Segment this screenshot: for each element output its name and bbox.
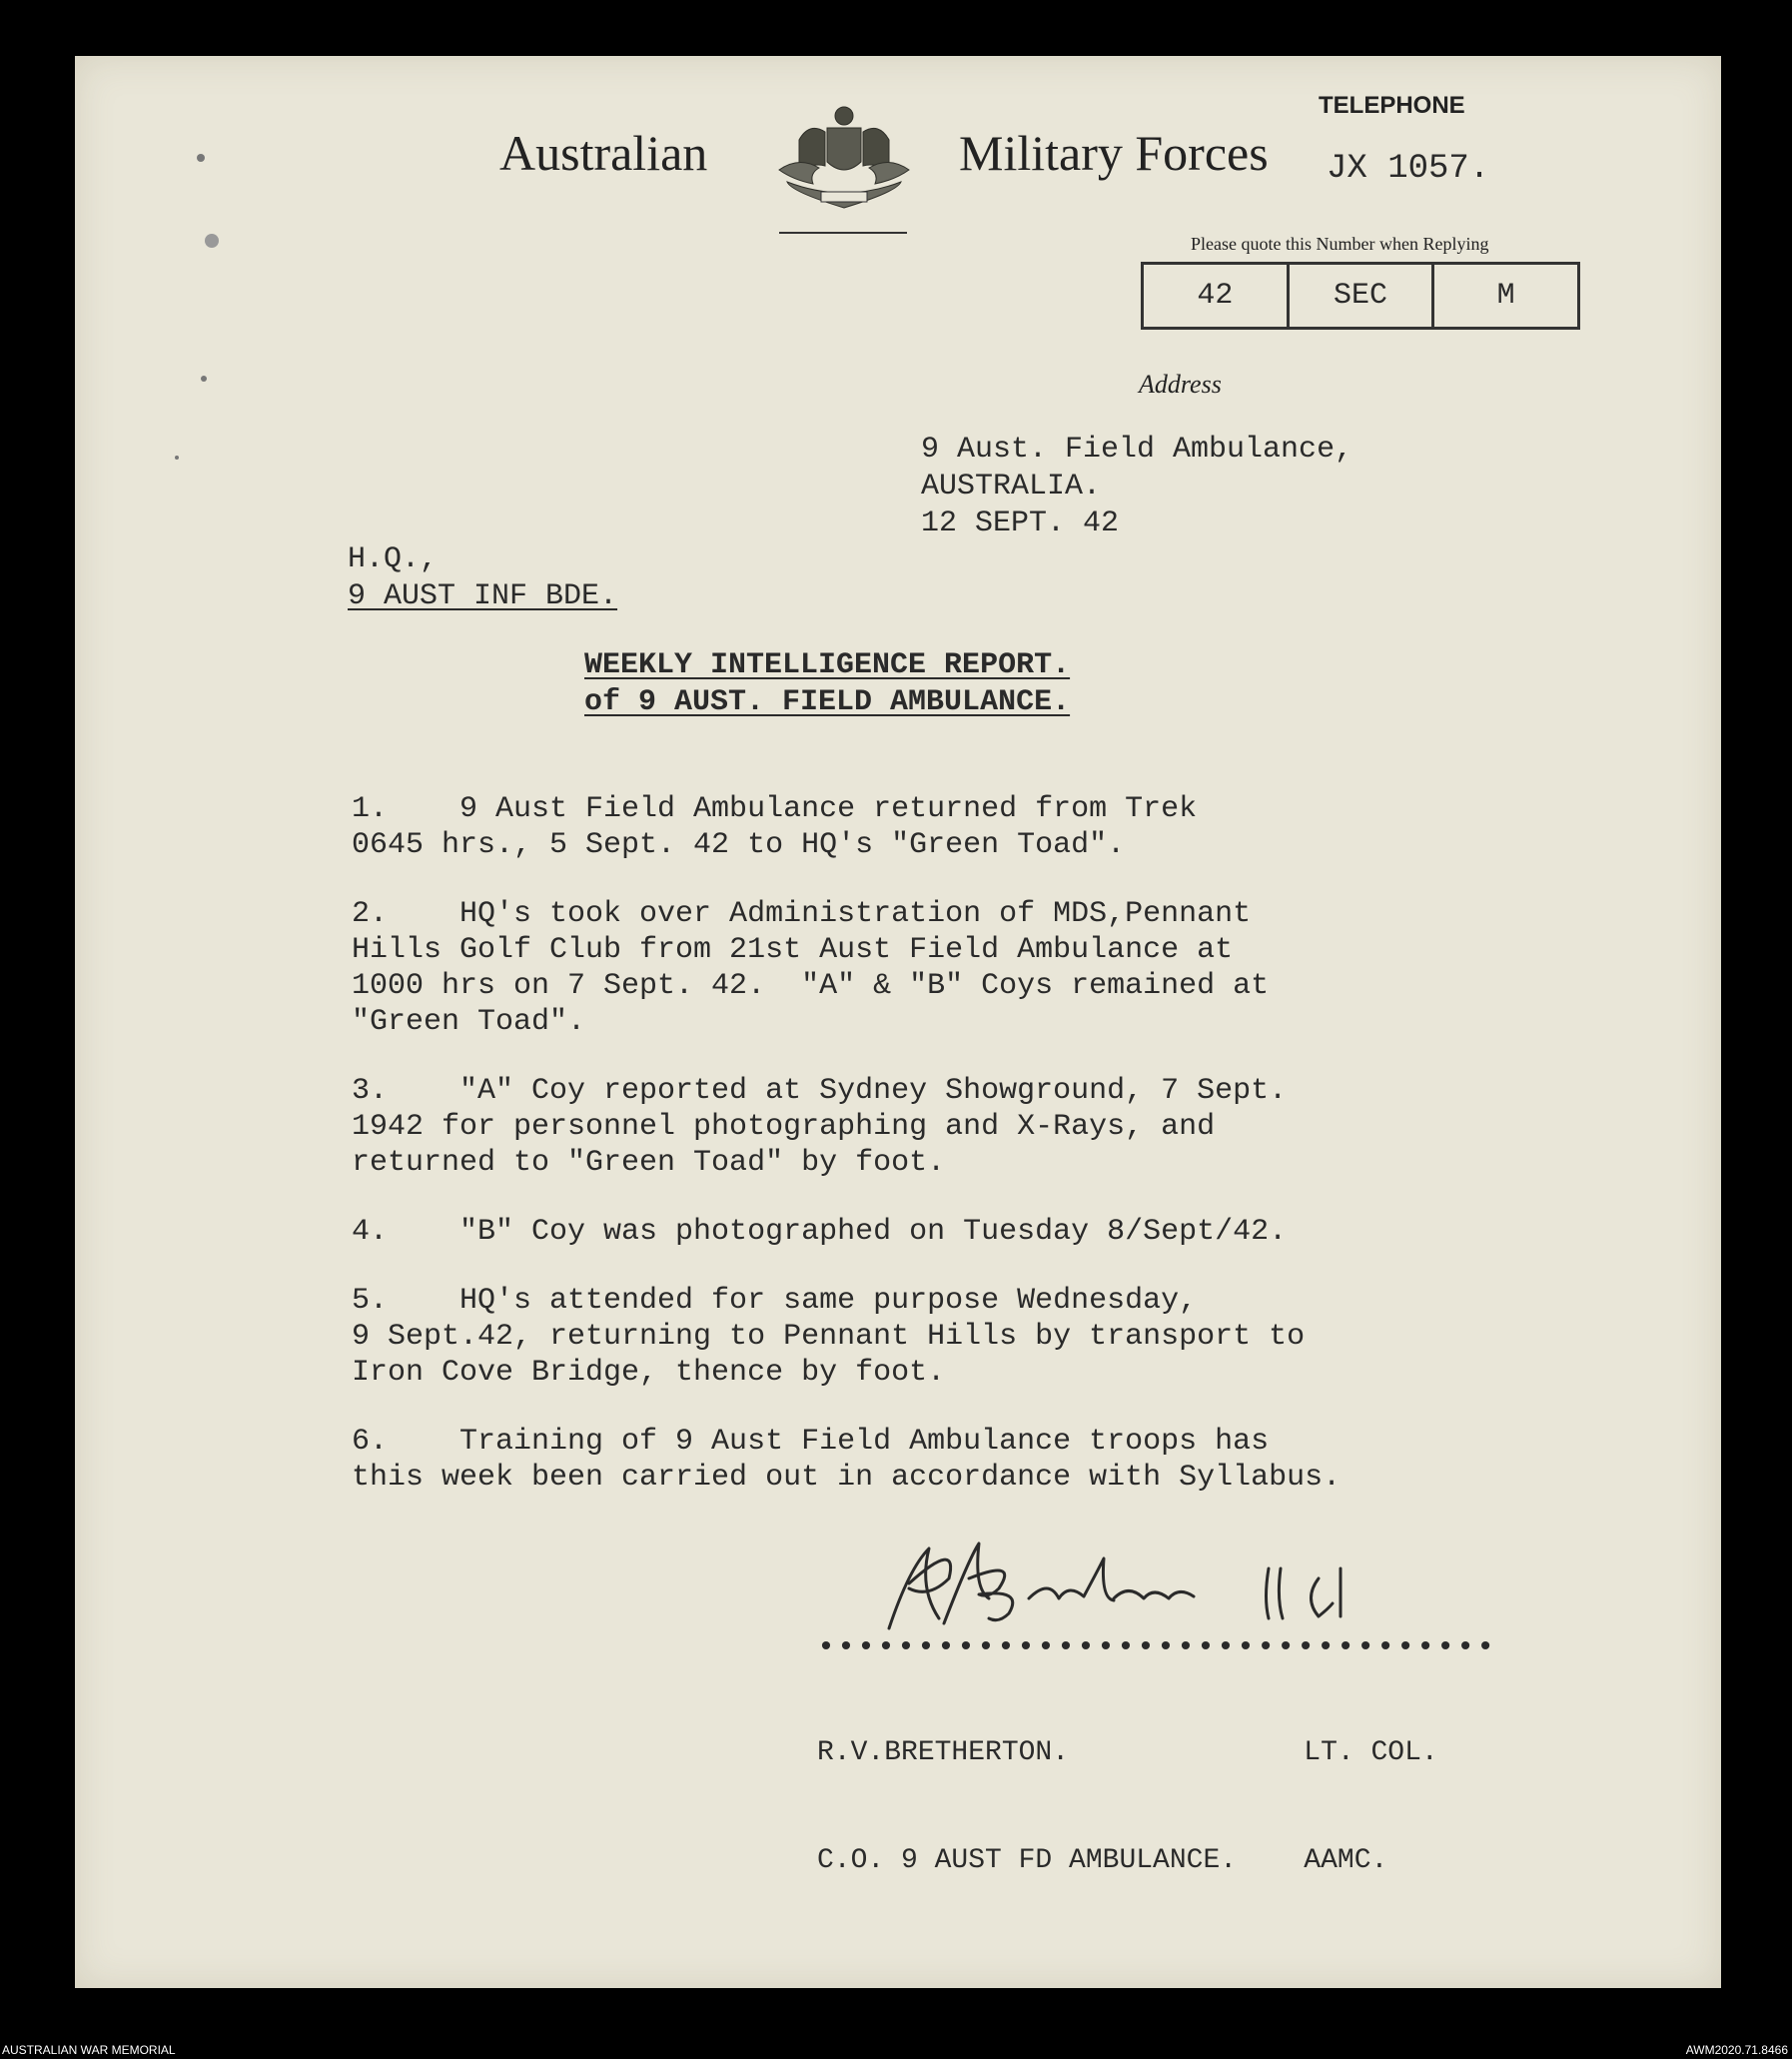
letterhead-right: Military Forces [959,125,1269,181]
signature-block [817,1663,1438,1951]
reference-cell: SEC [1290,265,1435,327]
letterhead-left: Australian [499,125,708,181]
report-body [352,791,1570,1529]
footer-accession-number: AWM2020.71.8466 [1685,2043,1788,2057]
address-line: AUSTRALIA. [921,470,1102,504]
punch-mark [201,376,207,382]
title-line: of 9 AUST. FIELD AMBULANCE. [584,685,1071,719]
date-line: 12 SEPT. 42 [921,507,1120,540]
reference-number-box [1141,262,1580,330]
reference-cell: M [1496,279,1515,313]
report-paragraph: 4. "B" Coy was photographed on Tuesday 8/Sept/42. [352,1215,1288,1249]
letterhead-divider [779,232,907,234]
report-paragraph: 6. Training of 9 Aust Field Ambulance troops has this week been carried out in accordance with Syllabus. [352,1425,1342,1495]
punch-mark [175,456,179,460]
quote-number-label: Please quote this Number when Replying [1191,234,1489,254]
signature-dotted-line: •••••••••••••••••••••••••••••••••• [817,1631,1497,1665]
punch-mark [197,154,205,162]
punch-mark [205,234,219,248]
signatory-name: R.V.BRETHERTON. LT. COL. [817,1737,1438,1768]
signatory-title: C.O. 9 AUST FD AMBULANCE. AAMC. [817,1845,1388,1876]
address-line: 9 Aust. Field Ambulance, [921,433,1353,467]
handwritten-signature [849,1529,1368,1638]
report-paragraph: 5. HQ's attended for same purpose Wednesday, 9 Sept.42, returning to Pennant Hills by transport to Iron Cove Bridge, thence by foot. [352,1284,1306,1390]
telephone-label: TELEPHONE [1319,92,1465,119]
address-label: Address [1139,370,1222,399]
report-paragraph: 3. "A" Coy reported at Sydney Showground, 7 Sept. 1942 for personnel photographing and X-Rays, and returned to "Green Toad" by foot. [352,1074,1288,1180]
sender-address [921,432,1352,542]
footer-source: AUSTRALIAN WAR MEMORIAL [2,2043,176,2057]
report-title [584,647,1070,721]
reference-cell: 42 [1144,265,1290,327]
recipient-line: 9 AUST INF BDE. [348,579,618,613]
recipient-line: H.Q., [348,542,439,576]
recipient-block [348,541,617,615]
coat-of-arms-logo [769,100,919,220]
report-paragraph: 2. HQ's took over Administration of MDS,Pennant Hills Golf Club from 21st Aust Field Ambulance at 1000 hrs on 7 Sept. 42. "A" & "B" Coys remained at "Green Toad". [352,897,1270,1039]
title-line: WEEKLY INTELLIGENCE REPORT. [584,648,1071,682]
telephone-number: JX 1057. [1327,150,1490,188]
report-paragraph: 1. 9 Aust Field Ambulance returned from Trek 0645 hrs., 5 Sept. 42 to HQ's "Green Toad". [352,792,1198,862]
